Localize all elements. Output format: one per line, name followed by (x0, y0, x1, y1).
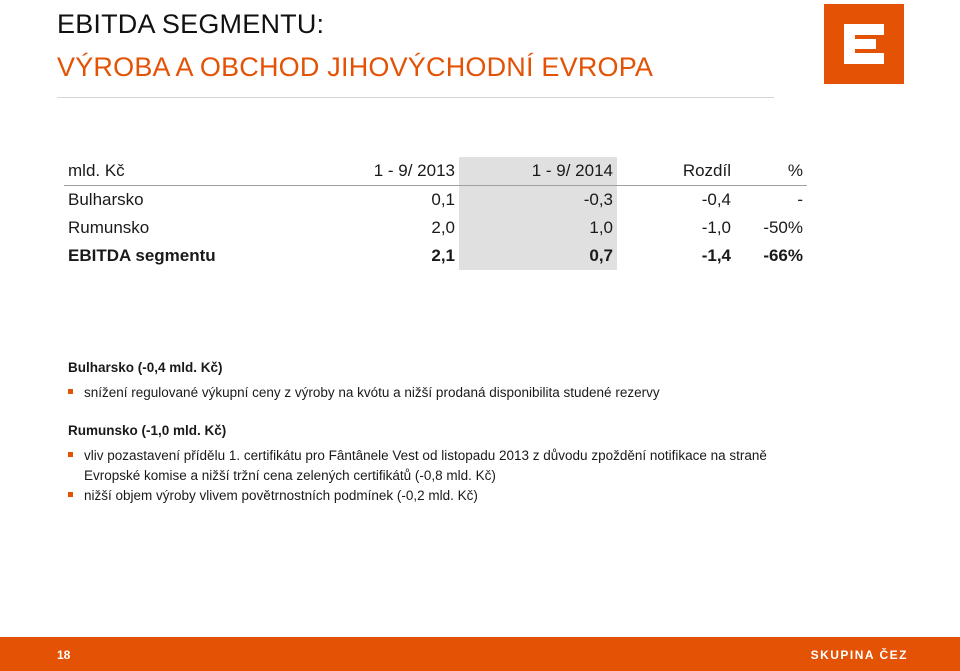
row-label: EBITDA segmentu (68, 246, 216, 265)
bullet-square-icon (68, 492, 73, 497)
cell-percent: -66% (763, 246, 803, 265)
header-2014: 1 - 9/ 2014 (459, 157, 617, 186)
bullet-text: snížení regulované výkupní ceny z výroby na kvótu a nižší prodaná disponibilita studené rezervy (84, 385, 660, 400)
header-2013: 1 - 9/ 2013 (296, 157, 459, 186)
title-divider (57, 97, 774, 98)
cell-2013: 0,1 (431, 190, 455, 209)
list-item (68, 446, 768, 486)
header-percent: % (735, 157, 807, 186)
table-total-row (64, 242, 807, 270)
cell-percent: -50% (763, 218, 803, 237)
row-label: Bulharsko (68, 190, 144, 209)
table-row (64, 214, 807, 242)
bullet-square-icon (68, 389, 73, 394)
romania-bullets (68, 446, 768, 506)
ebitda-table (64, 157, 807, 270)
header-difference: Rozdíl (617, 157, 735, 186)
cell-difference: -1,4 (701, 246, 731, 265)
cell-difference: -1,0 (701, 218, 731, 237)
cez-logo-icon (824, 4, 904, 84)
header-unit: mld. Kč (64, 157, 296, 186)
bullet-square-icon (68, 452, 73, 457)
cell-difference: -0,4 (701, 190, 731, 209)
bulgaria-bullets (68, 383, 768, 403)
bullet-text: vliv pozastavení přídělu 1. certifikátu pro Fântânele Vest od listopadu 2013 z důvodu zpoždění notifikace na straně Evropské komise a nižší tržní cena zelených certifikátů (-0,8 mld. Kč) (84, 448, 767, 483)
table-header-row (64, 157, 807, 186)
page-number: 18 (57, 648, 71, 662)
bullet-text: nižší objem výroby vlivem povětrnostních podmínek (-0,2 mld. Kč) (84, 488, 478, 503)
cell-2013: 2,0 (431, 218, 455, 237)
bulgaria-heading: Bulharsko (-0,4 mld. Kč) (68, 360, 223, 375)
footer-bar (0, 637, 960, 671)
cell-2013: 2,1 (431, 246, 455, 265)
brand-name: SKUPINA ČEZ (810, 648, 908, 662)
row-label: Rumunsko (68, 218, 150, 237)
slide-title: EBITDA SEGMENTU: (57, 9, 325, 39)
table-row (64, 186, 807, 215)
commentary (68, 358, 768, 506)
cell-2014: -0,3 (459, 186, 617, 215)
cell-percent: - (797, 190, 803, 209)
cell-2014: 0,7 (459, 242, 617, 270)
romania-heading: Rumunsko (-1,0 mld. Kč) (68, 423, 227, 438)
list-item (68, 383, 768, 403)
cell-2014: 1,0 (459, 214, 617, 242)
slide-subtitle: VÝROBA A OBCHOD JIHOVÝCHODNÍ EVROPA (57, 52, 654, 82)
list-item (68, 486, 768, 506)
